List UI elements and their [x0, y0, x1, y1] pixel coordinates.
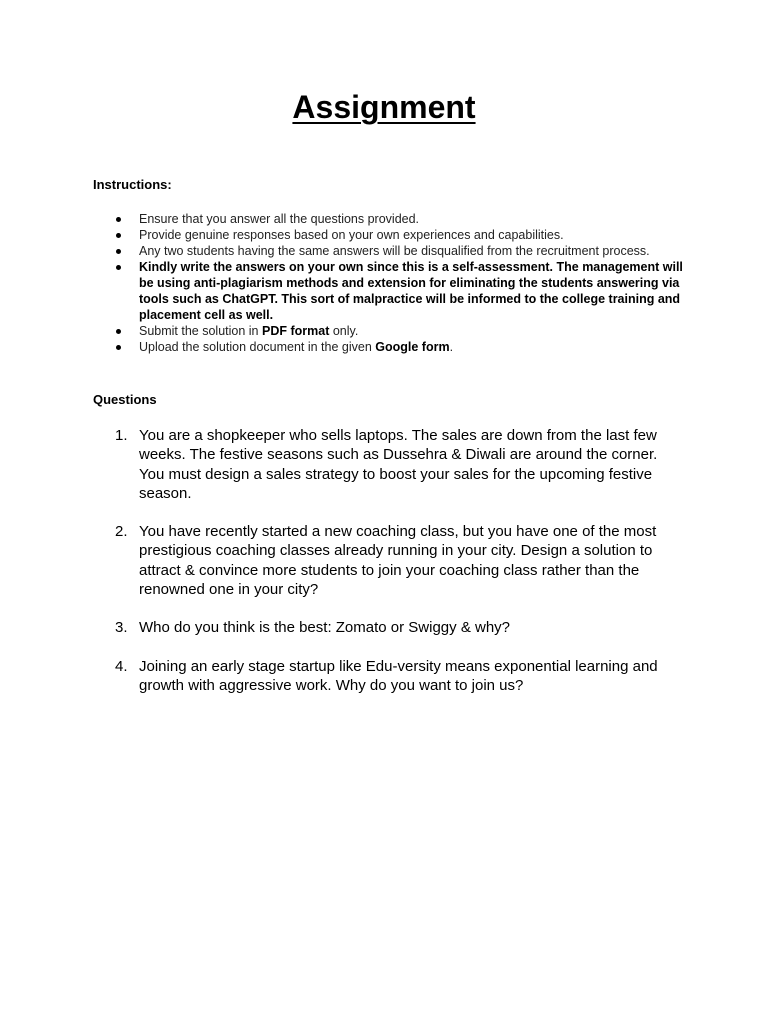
instructions-heading: Instructions: [93, 177, 172, 192]
question-number: 1. [115, 427, 128, 444]
questions-heading: Questions [93, 392, 157, 407]
question-item [93, 657, 683, 696]
page-title: Assignment [292, 89, 476, 125]
instruction-text-prefix: Submit the solution in [139, 324, 262, 338]
instruction-text-suffix: . [449, 340, 454, 354]
instruction-text-suffix: only. [329, 324, 359, 338]
bullet-icon [116, 217, 121, 222]
bullet-icon [116, 345, 121, 350]
bullet-icon [116, 233, 121, 238]
list-item [93, 339, 683, 355]
question-number: 2. [115, 523, 128, 541]
question-item [93, 426, 683, 503]
question-text: Joining an early stage startup like Edu-versity means exponential learning and growth with aggressive work. Why do you want to join us? [139, 657, 658, 694]
question-number: 4. [115, 657, 128, 675]
instruction-text: Kindly write the answers on your own since this is a self-assessment. The management will be using anti-plagiarism methods and extension for eliminating the students answering via tools such as ChatGPT. This sort of malpractice will be informed to the college training and placement cell as well. [139, 260, 683, 322]
questions-list [93, 426, 683, 714]
bullet-icon [116, 329, 121, 334]
question-text: You are a shopkeeper who sells laptops. The sales are down from the last few weeks. The festive seasons such as Dussehra & Diwali are around the corner. You must design a sales strategy to boost your sales for the upcoming festive season. [139, 427, 658, 502]
question-item [93, 522, 683, 599]
instruction-text: Ensure that you answer all the questions provided. [139, 212, 420, 226]
question-text: Who do you think is the best: Zomato or Swiggy & why? [139, 619, 511, 637]
list-item [93, 211, 683, 227]
list-item [93, 243, 683, 259]
instruction-text: Provide genuine responses based on your own experiences and capabilities. [139, 228, 564, 242]
question-item [93, 618, 683, 637]
list-item [93, 323, 683, 339]
instructions-list [93, 211, 683, 355]
bullet-icon [116, 265, 121, 270]
question-number: 3. [115, 619, 128, 637]
instruction-text: Any two students having the same answers will be disqualified from the recruitment process. [139, 244, 650, 258]
list-item [93, 259, 683, 323]
instruction-emphasis: PDF format [262, 324, 330, 338]
bullet-icon [116, 249, 121, 254]
list-item [93, 227, 683, 243]
instruction-text-prefix: Upload the solution document in the given [139, 340, 376, 354]
instruction-emphasis: Google form [375, 340, 450, 354]
question-text: You have recently started a new coaching class, but you have one of the most prestigious coaching classes already running in your city. Design a solution to attract & convince more students to join your coaching class rather than the renowned one in your city? [139, 523, 657, 599]
